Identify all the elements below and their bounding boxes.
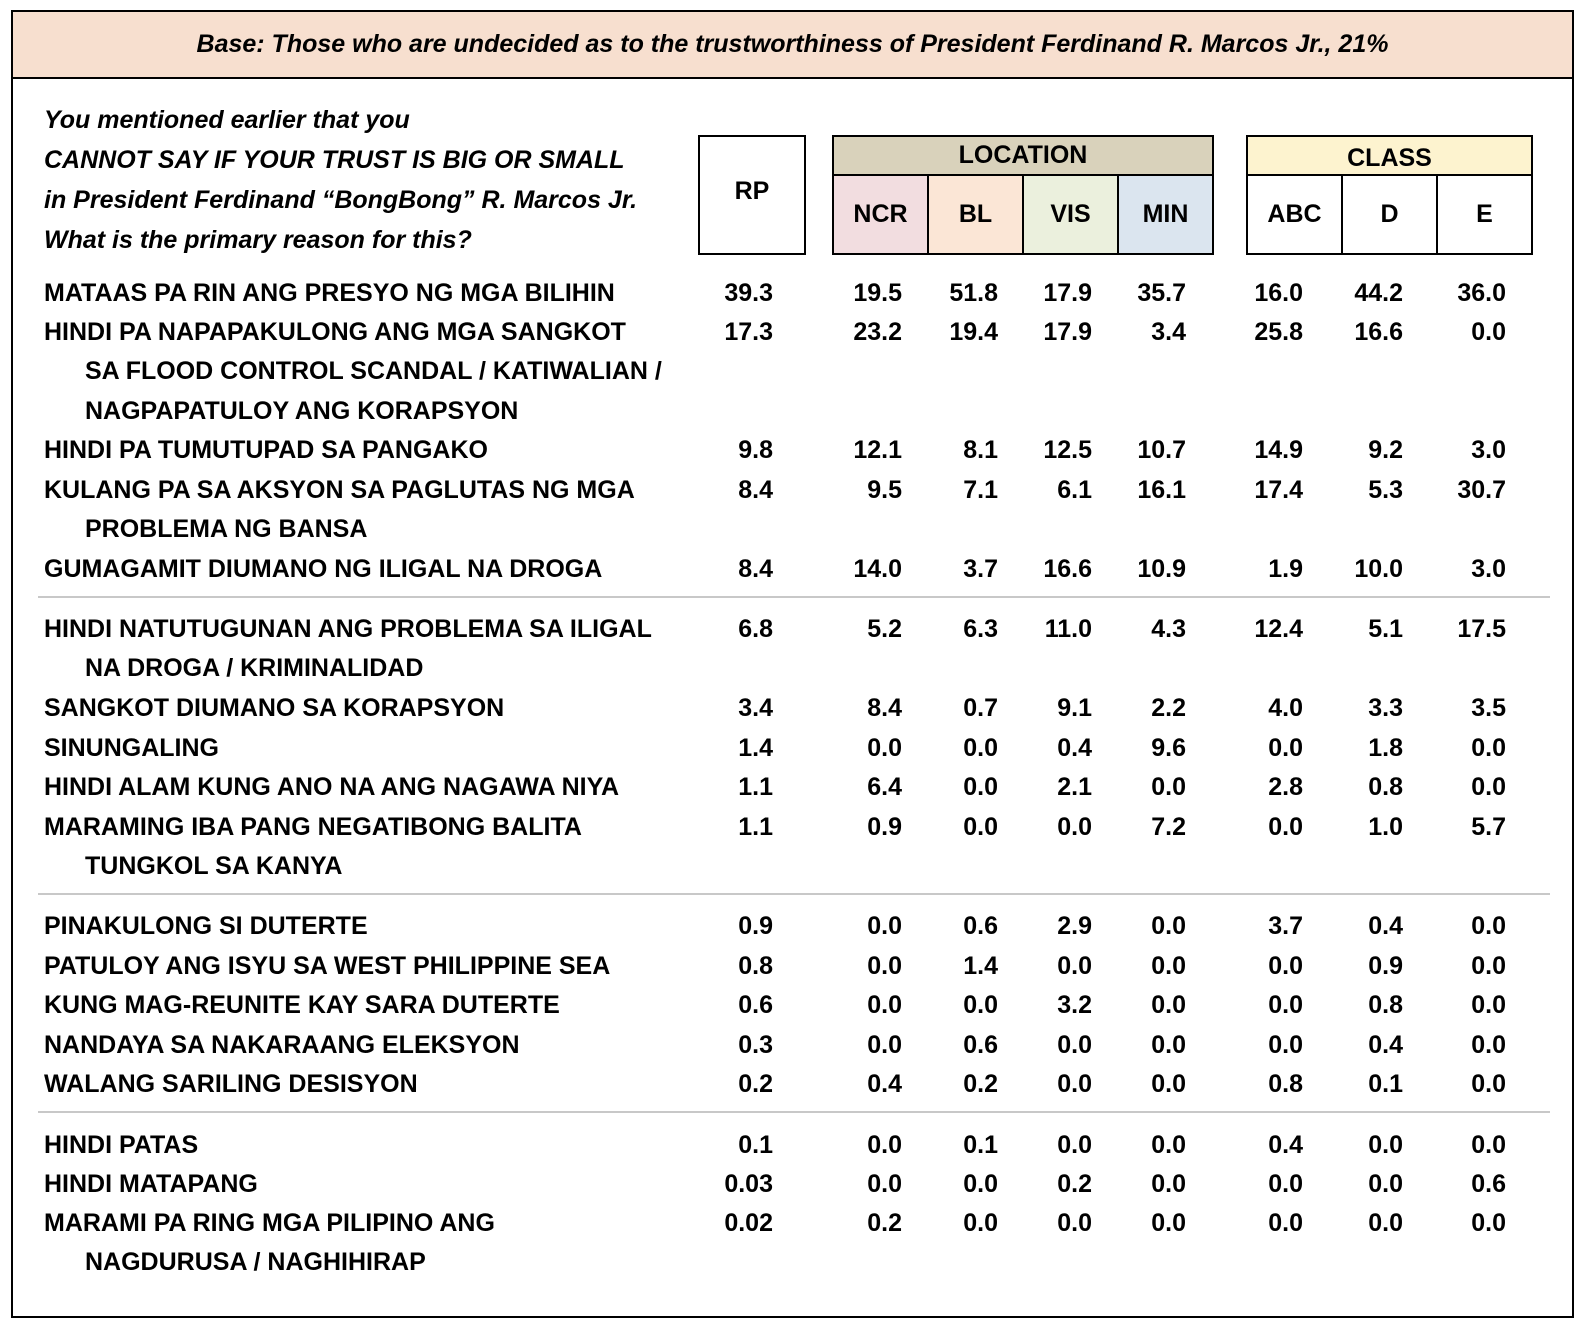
table-cell: 0.0 bbox=[867, 912, 902, 940]
table-cell: 0.0 bbox=[1057, 952, 1092, 980]
table-cell: 1.4 bbox=[738, 734, 773, 762]
row-label: HINDI MATAPANG bbox=[44, 1170, 258, 1198]
table-cell: 0.0 bbox=[1368, 1170, 1403, 1198]
row-label: MARAMI PA RING MGA PILIPINO ANG bbox=[44, 1209, 495, 1237]
table-cell: 1.8 bbox=[1368, 734, 1403, 762]
table-cell: 0.0 bbox=[1471, 734, 1506, 762]
table-cell: 3.3 bbox=[1368, 694, 1403, 722]
table-cell: 17.4 bbox=[1254, 476, 1303, 504]
table-cell: 1.1 bbox=[738, 813, 773, 841]
table-cell: 9.1 bbox=[1057, 694, 1092, 722]
table-cell: 0.0 bbox=[1151, 1070, 1186, 1098]
table-cell: 0.0 bbox=[1368, 1131, 1403, 1159]
base-banner: Base: Those who are undecided as to the trustworthiness of President Ferdinand R. Marcos Jr., 21% bbox=[13, 12, 1572, 79]
row-label: HINDI PA TUMUTUPAD SA PANGAKO bbox=[44, 436, 488, 464]
rp-header bbox=[698, 135, 806, 255]
rp-header-label: RP bbox=[734, 176, 770, 205]
table-cell: 0.0 bbox=[1471, 773, 1506, 801]
table-cell: 3.0 bbox=[1471, 436, 1506, 464]
table-cell: 0.0 bbox=[1471, 1131, 1506, 1159]
row-label: MARAMING IBA PANG NEGATIBONG BALITA bbox=[44, 813, 582, 841]
table-cell: 0.4 bbox=[1057, 734, 1092, 762]
table-cell: 0.1 bbox=[1368, 1070, 1403, 1098]
table-cell: 0.0 bbox=[1268, 734, 1303, 762]
table-cell: 30.7 bbox=[1457, 476, 1506, 504]
row-label-continuation: NAGDURUSA / NAGHIHIRAP bbox=[85, 1248, 426, 1277]
table-cell: 0.0 bbox=[1057, 1131, 1092, 1159]
table-cell: 39.3 bbox=[724, 279, 773, 307]
class-header-label: CLASS bbox=[1248, 137, 1531, 176]
table-cell: 0.0 bbox=[963, 1209, 998, 1237]
table-cell: 0.0 bbox=[1471, 318, 1506, 346]
row-label-continuation: PROBLEMA NG BANSA bbox=[85, 515, 368, 544]
bl-header: BL bbox=[929, 176, 1024, 253]
table-cell: 9.6 bbox=[1151, 734, 1186, 762]
table-cell: 0.6 bbox=[1471, 1170, 1506, 1198]
table-cell: 2.9 bbox=[1057, 912, 1092, 940]
table-cell: 0.6 bbox=[738, 991, 773, 1019]
table-cell: 19.4 bbox=[949, 318, 998, 346]
table-cell: 8.4 bbox=[738, 555, 773, 583]
table-cell: 0.0 bbox=[1057, 1031, 1092, 1059]
table-cell: 19.5 bbox=[853, 279, 902, 307]
group-divider bbox=[38, 596, 1550, 598]
table-cell: 9.5 bbox=[867, 476, 902, 504]
table-cell: 0.7 bbox=[963, 694, 998, 722]
location-header bbox=[832, 135, 1214, 255]
table-cell: 0.0 bbox=[1471, 1070, 1506, 1098]
table-cell: 1.0 bbox=[1368, 813, 1403, 841]
d-header: D bbox=[1343, 176, 1438, 253]
table-cell: 0.0 bbox=[1057, 1070, 1092, 1098]
table-cell: 36.0 bbox=[1457, 279, 1506, 307]
table-cell: 0.9 bbox=[867, 813, 902, 841]
table-cell: 0.4 bbox=[1368, 1031, 1403, 1059]
row-label: HINDI ALAM KUNG ANO NA ANG NAGAWA NIYA bbox=[44, 773, 619, 801]
table-cell: 7.2 bbox=[1151, 813, 1186, 841]
table-cell: 0.8 bbox=[1368, 773, 1403, 801]
question-line: You mentioned earlier that you bbox=[44, 106, 410, 134]
group-divider bbox=[38, 1111, 1550, 1113]
table-cell: 1.4 bbox=[963, 952, 998, 980]
row-label: SANGKOT DIUMANO SA KORAPSYON bbox=[44, 694, 505, 722]
table-cell: 16.6 bbox=[1043, 555, 1092, 583]
table-cell: 2.2 bbox=[1151, 694, 1186, 722]
table-cell: 5.3 bbox=[1368, 476, 1403, 504]
table-cell: 3.4 bbox=[738, 694, 773, 722]
table-cell: 5.2 bbox=[867, 615, 902, 643]
table-cell: 35.7 bbox=[1137, 279, 1186, 307]
location-header-label: LOCATION bbox=[834, 137, 1212, 176]
table-cell: 8.4 bbox=[867, 694, 902, 722]
table-cell: 3.2 bbox=[1057, 991, 1092, 1019]
table-cell: 0.8 bbox=[1268, 1070, 1303, 1098]
table-cell: 17.9 bbox=[1043, 279, 1092, 307]
table-cell: 0.1 bbox=[963, 1131, 998, 1159]
table-cell: 0.03 bbox=[724, 1170, 773, 1198]
table-cell: 14.9 bbox=[1254, 436, 1303, 464]
table-cell: 0.4 bbox=[1368, 912, 1403, 940]
table-cell: 3.7 bbox=[963, 555, 998, 583]
table-cell: 6.8 bbox=[738, 615, 773, 643]
table-cell: 0.0 bbox=[1268, 991, 1303, 1019]
table-cell: 0.0 bbox=[1057, 1209, 1092, 1237]
table-cell: 0.0 bbox=[1268, 1031, 1303, 1059]
table-cell: 0.0 bbox=[1151, 991, 1186, 1019]
table-cell: 0.0 bbox=[963, 734, 998, 762]
ncr-header: NCR bbox=[834, 176, 929, 253]
table-cell: 0.0 bbox=[1268, 1209, 1303, 1237]
table-cell: 0.4 bbox=[1268, 1131, 1303, 1159]
table-cell: 8.1 bbox=[963, 436, 998, 464]
row-label-continuation: TUNGKOL SA KANYA bbox=[85, 852, 343, 881]
table-cell: 11.0 bbox=[1044, 615, 1092, 643]
table-cell: 0.0 bbox=[1151, 952, 1186, 980]
table-cell: 0.0 bbox=[867, 1170, 902, 1198]
table-cell: 6.3 bbox=[963, 615, 998, 643]
row-label: NANDAYA SA NAKARAANG ELEKSYON bbox=[44, 1031, 520, 1059]
group-divider bbox=[38, 893, 1550, 895]
table-cell: 2.8 bbox=[1268, 773, 1303, 801]
table-cell: 0.0 bbox=[1471, 1209, 1506, 1237]
table-cell: 51.8 bbox=[949, 279, 998, 307]
class-header bbox=[1246, 135, 1533, 255]
table-cell: 16.1 bbox=[1137, 476, 1186, 504]
table-cell: 8.4 bbox=[738, 476, 773, 504]
table-cell: 0.0 bbox=[1151, 1170, 1186, 1198]
table-cell: 17.5 bbox=[1457, 615, 1506, 643]
row-label: KUNG MAG-REUNITE KAY SARA DUTERTE bbox=[44, 991, 560, 1019]
table-cell: 0.8 bbox=[1368, 991, 1403, 1019]
table-cell: 17.3 bbox=[724, 318, 773, 346]
table-cell: 0.8 bbox=[738, 952, 773, 980]
table-cell: 0.0 bbox=[867, 1031, 902, 1059]
table-cell: 16.0 bbox=[1254, 279, 1303, 307]
table-cell: 0.0 bbox=[1471, 912, 1506, 940]
table-cell: 2.1 bbox=[1057, 773, 1092, 801]
table-cell: 0.6 bbox=[963, 1031, 998, 1059]
table-cell: 12.5 bbox=[1043, 436, 1092, 464]
table-cell: 0.0 bbox=[1471, 952, 1506, 980]
table-cell: 0.0 bbox=[1471, 1031, 1506, 1059]
row-label: HINDI PATAS bbox=[44, 1131, 199, 1159]
table-cell: 0.9 bbox=[1368, 952, 1403, 980]
table-cell: 3.5 bbox=[1471, 694, 1506, 722]
table-cell: 0.6 bbox=[963, 912, 998, 940]
table-cell: 14.0 bbox=[853, 555, 902, 583]
row-label: HINDI NATUTUGUNAN ANG PROBLEMA SA ILIGAL bbox=[44, 615, 652, 643]
table-cell: 17.9 bbox=[1043, 318, 1092, 346]
table-cell: 0.3 bbox=[738, 1031, 773, 1059]
row-label-continuation: SA FLOOD CONTROL SCANDAL / KATIWALIAN / bbox=[85, 357, 662, 386]
table-cell: 0.4 bbox=[867, 1070, 902, 1098]
table-cell: 0.0 bbox=[1151, 1131, 1186, 1159]
table-cell: 16.6 bbox=[1354, 318, 1403, 346]
table-cell: 1.9 bbox=[1268, 555, 1303, 583]
question-line: in President Ferdinand “BongBong” R. Marcos Jr. bbox=[44, 186, 638, 214]
table-cell: 0.0 bbox=[1057, 813, 1092, 841]
row-label: PATULOY ANG ISYU SA WEST PHILIPPINE SEA bbox=[44, 952, 611, 980]
table-cell: 12.4 bbox=[1254, 615, 1303, 643]
table-cell: 0.0 bbox=[963, 773, 998, 801]
table-cell: 5.7 bbox=[1471, 813, 1506, 841]
row-label: KULANG PA SA AKSYON SA PAGLUTAS NG MGA bbox=[44, 476, 635, 504]
table-cell: 3.7 bbox=[1268, 912, 1303, 940]
table-cell: 25.8 bbox=[1254, 318, 1303, 346]
row-label: SINUNGALING bbox=[44, 734, 219, 762]
table-cell: 4.3 bbox=[1151, 615, 1186, 643]
e-header: E bbox=[1476, 200, 1493, 228]
row-label-continuation: NAGPAPATULOY ANG KORAPSYON bbox=[85, 396, 519, 425]
table-cell: 4.0 bbox=[1268, 694, 1303, 722]
table-cell: 44.2 bbox=[1354, 279, 1403, 307]
table-cell: 0.0 bbox=[1368, 1209, 1403, 1237]
table-cell: 0.1 bbox=[738, 1131, 773, 1159]
table-cell: 0.0 bbox=[1151, 1209, 1186, 1237]
table-cell: 0.0 bbox=[1151, 912, 1186, 940]
abc-header: ABC bbox=[1248, 176, 1343, 253]
table-cell: 5.1 bbox=[1368, 615, 1403, 643]
row-label: HINDI PA NAPAPAKULONG ANG MGA SANGKOT bbox=[44, 318, 626, 346]
table-cell: 10.0 bbox=[1354, 555, 1403, 583]
table-cell: 0.2 bbox=[963, 1070, 998, 1098]
table-cell: 0.0 bbox=[867, 991, 902, 1019]
question-line: CANNOT SAY IF YOUR TRUST IS BIG OR SMALL bbox=[44, 146, 625, 174]
min-header: MIN bbox=[1119, 176, 1212, 253]
table-cell: 0.0 bbox=[1151, 773, 1186, 801]
table-cell: 23.2 bbox=[853, 318, 902, 346]
question-text bbox=[44, 100, 704, 260]
row-label-continuation: NA DROGA / KRIMINALIDAD bbox=[85, 654, 424, 683]
table-cell: 6.1 bbox=[1057, 476, 1092, 504]
table-cell: 6.4 bbox=[867, 773, 902, 801]
table-cell: 10.9 bbox=[1137, 555, 1186, 583]
table-cell: 3.4 bbox=[1151, 318, 1186, 346]
table-cell: 0.9 bbox=[738, 912, 773, 940]
table-cell: 9.2 bbox=[1368, 436, 1403, 464]
table-cell: 0.0 bbox=[867, 734, 902, 762]
table-cell: 0.2 bbox=[1057, 1170, 1092, 1198]
vis-header: VIS bbox=[1024, 176, 1119, 253]
table-cell: 3.0 bbox=[1471, 555, 1506, 583]
table-cell: 0.02 bbox=[724, 1209, 773, 1237]
row-label: PINAKULONG SI DUTERTE bbox=[44, 912, 368, 940]
table-cell: 0.0 bbox=[963, 1170, 998, 1198]
table-cell: 9.8 bbox=[738, 436, 773, 464]
question-line: What is the primary reason for this? bbox=[44, 226, 472, 254]
table-cell: 0.0 bbox=[1268, 813, 1303, 841]
table-cell: 0.0 bbox=[1151, 1031, 1186, 1059]
table-cell: 10.7 bbox=[1137, 436, 1186, 464]
table-cell: 0.2 bbox=[738, 1070, 773, 1098]
row-label: GUMAGAMIT DIUMANO NG ILIGAL NA DROGA bbox=[44, 555, 603, 583]
row-label: WALANG SARILING DESISYON bbox=[44, 1070, 418, 1098]
table-cell: 0.0 bbox=[963, 813, 998, 841]
table-cell: 0.0 bbox=[867, 1131, 902, 1159]
table-cell: 1.1 bbox=[738, 773, 773, 801]
table-cell: 0.0 bbox=[963, 991, 998, 1019]
table-cell: 0.0 bbox=[867, 952, 902, 980]
table-cell: 0.2 bbox=[867, 1209, 902, 1237]
table-cell: 0.0 bbox=[1471, 991, 1506, 1019]
table-cell: 0.0 bbox=[1268, 952, 1303, 980]
table-cell: 7.1 bbox=[963, 476, 998, 504]
table-cell: 0.0 bbox=[1268, 1170, 1303, 1198]
table-frame bbox=[11, 10, 1574, 1318]
table-cell: 12.1 bbox=[853, 436, 902, 464]
row-label: MATAAS PA RIN ANG PRESYO NG MGA BILIHIN bbox=[44, 279, 615, 307]
